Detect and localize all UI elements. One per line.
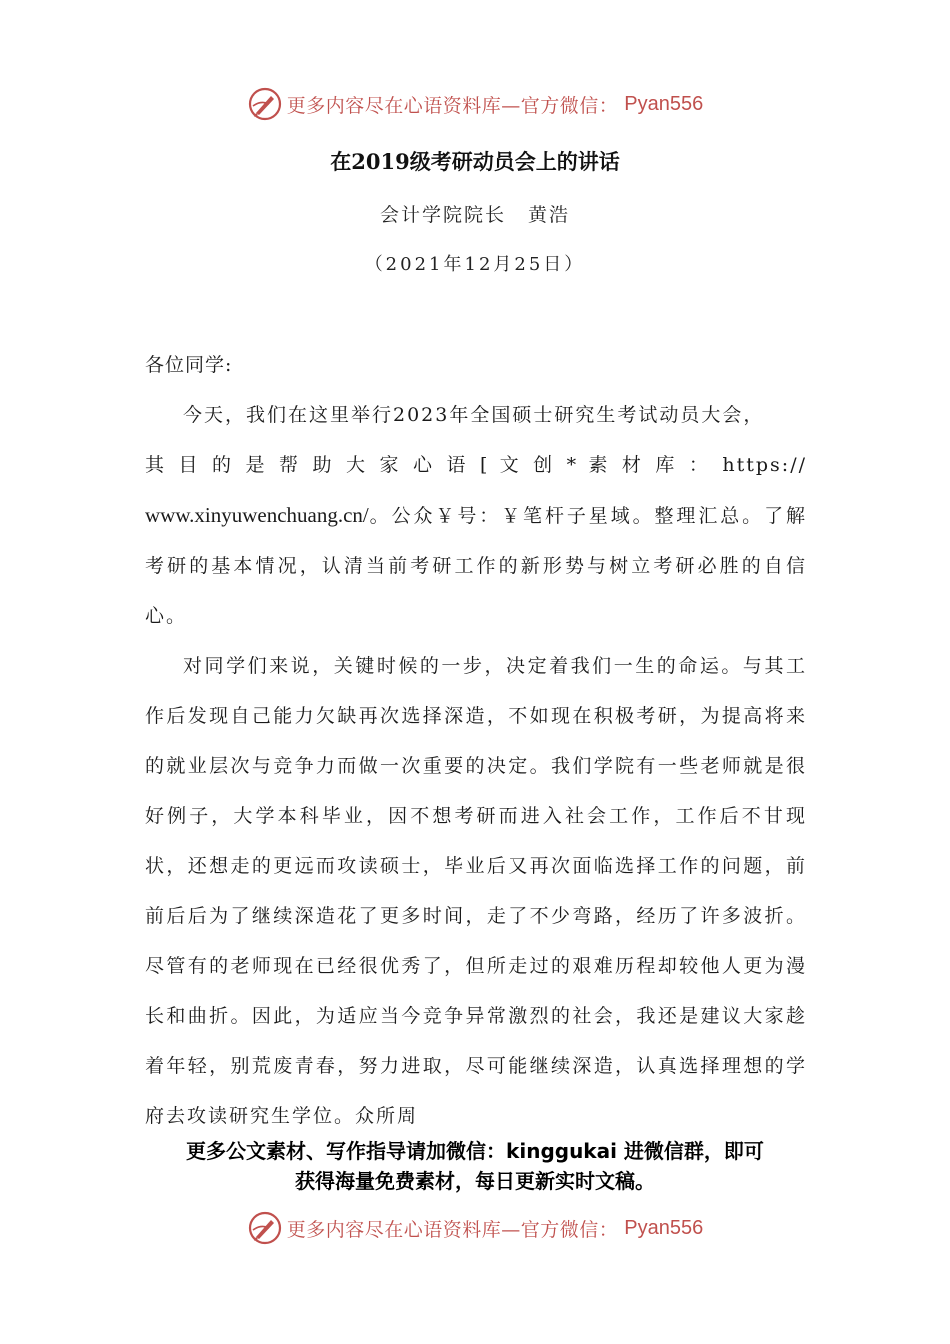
author-line xyxy=(0,200,950,227)
paragraph-1-line-1: 今天，我们在这里举行2023年全国硕士研究生考试动员大会， xyxy=(183,404,765,426)
banner-wechat-id: Pyan556 xyxy=(624,92,704,115)
speech-date: （2021年12月25日） xyxy=(364,254,586,275)
footer-ad-line-2: 获得海量免费素材，每日更新实时文稿。 xyxy=(295,1169,655,1193)
header-banner xyxy=(0,84,950,124)
pen-logo-icon xyxy=(247,1210,283,1246)
author-name: 黄浩 xyxy=(528,204,571,226)
pen-logo-icon xyxy=(247,86,283,122)
paragraph-1 xyxy=(145,390,807,641)
banner-text: 更多内容尽在心语资料库—官方微信： xyxy=(286,94,619,117)
website-link: www.xinyuwenchuang.cn/ xyxy=(145,503,369,527)
banner-text: 更多内容尽在心语资料库—官方微信： xyxy=(286,1218,619,1241)
document-title: 在2019级考研动员会上的讲话 xyxy=(330,149,620,174)
document-body xyxy=(145,340,807,1141)
banner-wechat-id: Pyan556 xyxy=(624,1216,704,1239)
paragraph-1-rest: 。公众￥号：￥笔杆子星域。整理汇总。了解考研的基本情况，认清当前考研工作的新形势与树立考研必胜的自信心。 xyxy=(145,505,807,627)
footer-ad xyxy=(0,1136,950,1196)
salutation: 各位同学: xyxy=(145,354,233,376)
author-role: 会计学院院长 xyxy=(379,204,506,226)
footer-ad-line-1: 更多公文素材、写作指导请加微信：kinggukai 进微信群，即可 xyxy=(186,1139,764,1163)
paragraph-2: 对同学们来说，关键时候的一步，决定着我们一生的命运。与其工作后发现自己能力欠缺再次选择深造，不如现在积极考研，为提高将来的就业层次与竞争力而做一次重要的决定。我们学院有一些老师就是很好例子，大学本科毕业，因不想考研而进入社会工作，工作后不甘现状，还想走的更远而攻读硕士，毕业后又再次面临选择工作的问题，前前后后为了继续深造花了更多时间，走了不少弯路，经历了许多波折。尽管有的老师现在已经很优秀了，但所走过的艰难历程却较他人更为漫长和曲折。因此，为适应当今竞争异常激烈的社会，我还是建议大家趁着年轻，别荒废青春，努力进取，尽可能继续深造，认真选择理想的学府去攻读研究生学位。众所周 xyxy=(145,655,807,1127)
footer-banner xyxy=(0,1208,950,1248)
paragraph-1-spread-line: 其 目 的 是 帮 助 大 家 心 语 [ 文 创 * 素 材 库 ： https:// xyxy=(145,454,807,476)
